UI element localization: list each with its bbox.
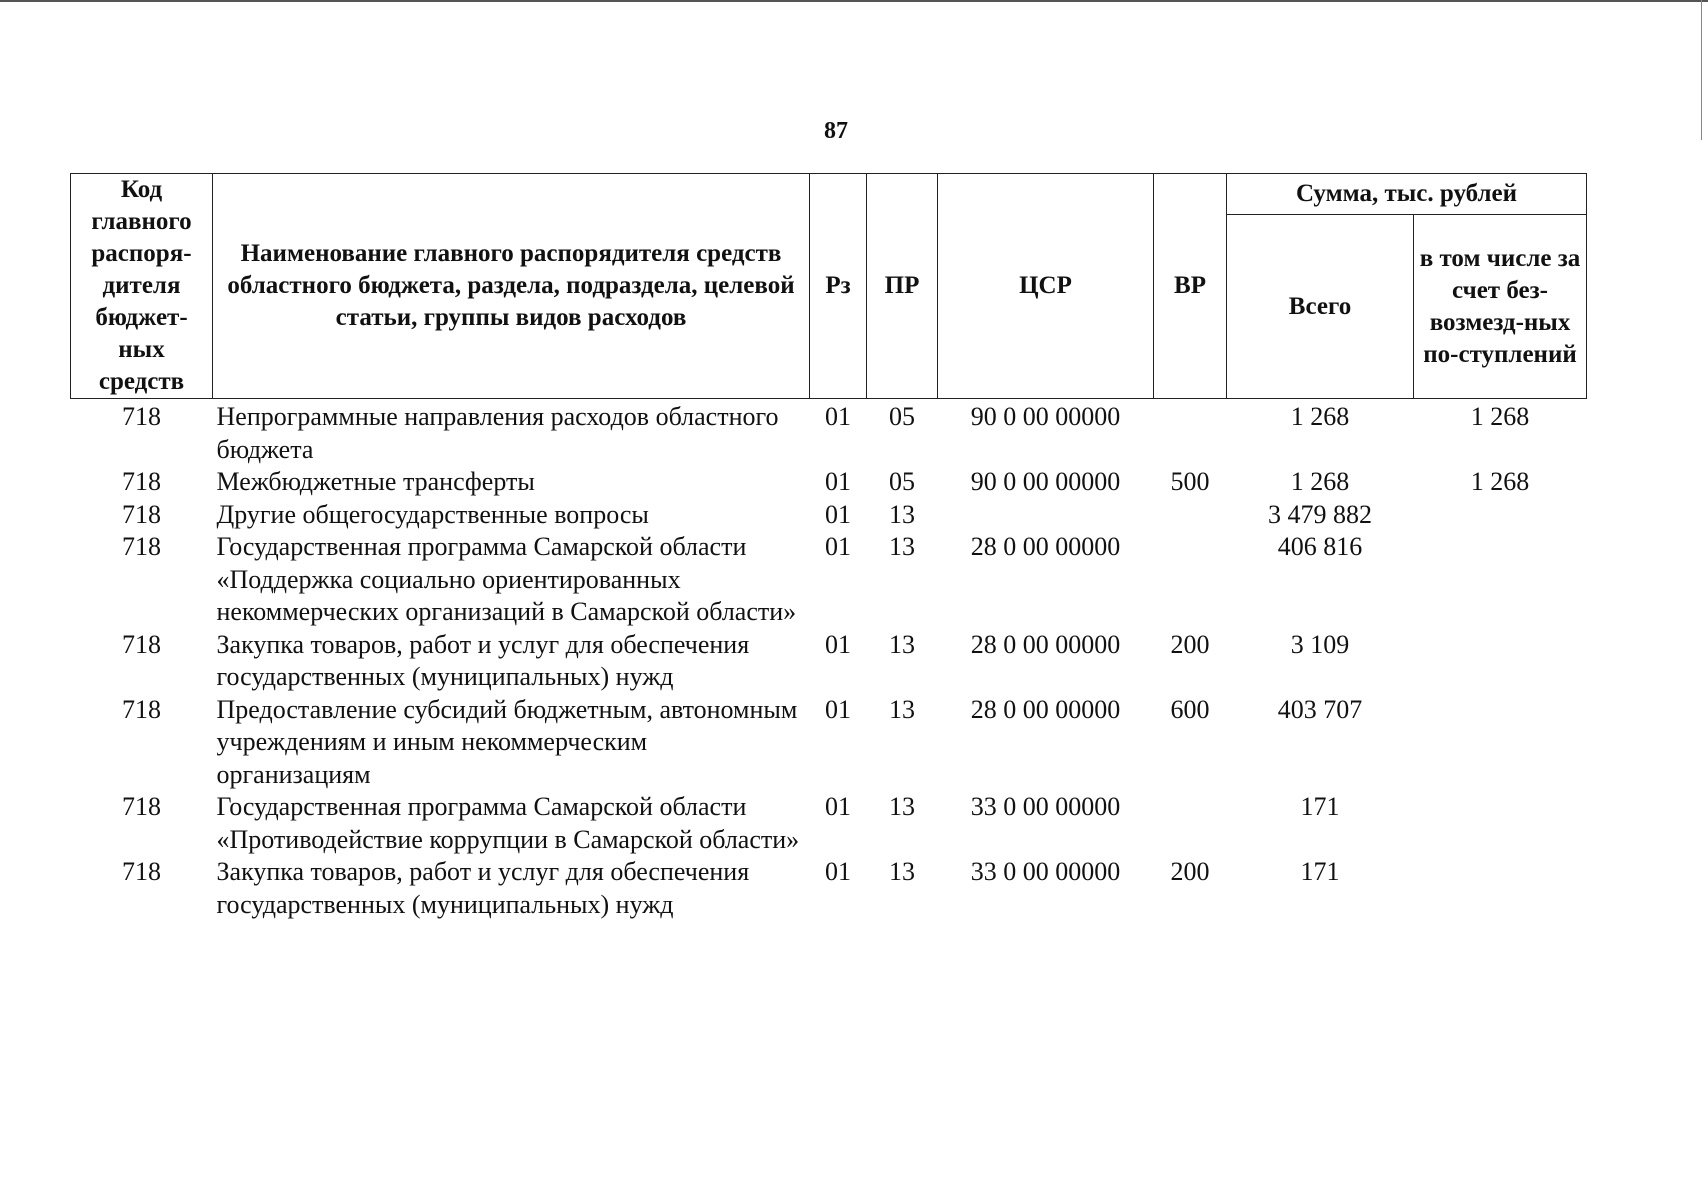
row-vr <box>1154 399 1227 467</box>
row-incl: 1 268 <box>1470 467 1530 496</box>
row-rz: 01 <box>825 402 851 431</box>
table-row <box>71 499 1587 532</box>
row-incl <box>1414 531 1587 629</box>
row-pr: 13 <box>889 532 915 561</box>
row-vr: 200 <box>1170 629 1210 659</box>
row-vsego: 1 268 <box>1290 402 1350 431</box>
scan-edge-top <box>0 0 1708 2</box>
row-name: Предоставление субсидий бюджетным, автономным учреждениям и иным некоммерческим организациям <box>216 694 798 789</box>
header-vr: ВР <box>1154 174 1227 399</box>
row-kod: 718 <box>122 857 161 886</box>
row-csr: 90 0 00 00000 <box>970 402 1121 431</box>
row-vsego: 403 707 <box>1277 694 1363 724</box>
row-vr <box>1154 499 1227 532</box>
table-body <box>71 399 1587 922</box>
row-vr <box>1154 531 1227 629</box>
table-row <box>71 791 1587 856</box>
row-kod: 718 <box>122 402 161 431</box>
row-rz: 01 <box>825 694 851 724</box>
row-csr: 28 0 00 00000 <box>970 694 1121 724</box>
row-name: Государственная программа Самарской области «Противодействие коррупции в Самарской области» <box>216 792 800 854</box>
table-row <box>71 694 1587 792</box>
row-vsego: 3 479 882 <box>1268 499 1372 529</box>
row-kod: 718 <box>122 629 161 659</box>
header-vsego: Всего <box>1227 215 1414 399</box>
table-row <box>71 399 1587 467</box>
row-vsego: 406 816 <box>1277 532 1363 561</box>
row-rz: 01 <box>825 857 851 886</box>
row-vsego: 171 <box>1300 857 1340 886</box>
header-csr: ЦСР <box>938 174 1154 399</box>
row-name: Непрограммные направления расходов областного бюджета <box>216 402 779 464</box>
row-incl <box>1414 856 1587 921</box>
row-kod: 718 <box>122 792 161 821</box>
row-rz: 01 <box>825 629 851 659</box>
header-pr: ПР <box>867 174 938 399</box>
row-incl <box>1414 629 1587 694</box>
row-kod: 718 <box>122 532 161 561</box>
row-name: Закупка товаров, работ и услуг для обеспечения государственных (муниципальных) нужд <box>216 857 750 919</box>
row-incl <box>1414 791 1587 856</box>
table-row <box>71 466 1587 499</box>
row-pr: 13 <box>889 629 915 659</box>
row-rz: 01 <box>825 532 851 561</box>
row-pr: 13 <box>889 792 915 821</box>
row-kod: 718 <box>122 694 161 724</box>
table-row <box>71 629 1587 694</box>
row-vr: 500 <box>1170 467 1210 496</box>
row-csr <box>938 499 1154 532</box>
header-summa: Сумма, тыс. рублей <box>1227 174 1587 215</box>
header-kod: Код главного распоря-дителя бюджет-ных средств <box>71 174 213 399</box>
row-pr: 13 <box>889 694 915 724</box>
budget-table <box>70 173 1587 921</box>
table-header <box>71 174 1587 399</box>
row-rz: 01 <box>825 467 851 496</box>
row-name: Закупка товаров, работ и услуг для обеспечения государственных (муниципальных) нужд <box>216 629 750 691</box>
row-kod: 718 <box>122 499 161 529</box>
row-incl: 1 268 <box>1470 402 1530 431</box>
header-name: Наименование главного распорядителя средств областного бюджета, раздела, подраздела, целевой статьи, группы видов расходов <box>213 174 810 399</box>
row-vsego: 1 268 <box>1290 467 1350 496</box>
row-csr: 33 0 00 00000 <box>970 857 1121 886</box>
header-rz: Рз <box>810 174 867 399</box>
header-incl: в том числе за счет без-возмезд-ных по-ступлений <box>1414 215 1587 399</box>
row-csr: 33 0 00 00000 <box>970 792 1121 821</box>
table-row <box>71 531 1587 629</box>
row-vr: 200 <box>1170 857 1210 886</box>
scan-edge-right <box>1701 0 1702 140</box>
row-csr: 90 0 00 00000 <box>970 467 1121 496</box>
row-vsego: 3 109 <box>1290 629 1350 659</box>
row-pr: 13 <box>889 857 915 886</box>
row-csr: 28 0 00 00000 <box>970 532 1121 561</box>
row-vr <box>1154 791 1227 856</box>
row-rz: 01 <box>825 792 851 821</box>
row-incl <box>1414 694 1587 792</box>
row-vr: 600 <box>1170 694 1210 724</box>
row-pr: 13 <box>889 499 915 529</box>
row-kod: 718 <box>122 467 161 496</box>
row-incl <box>1414 499 1587 532</box>
row-csr: 28 0 00 00000 <box>970 629 1121 659</box>
row-name: Государственная программа Самарской области «Поддержка социально ориентированных некоммерческих организаций в Самарской области» <box>216 532 797 626</box>
row-name: Другие общегосударственные вопросы <box>216 499 649 529</box>
row-vsego: 171 <box>1300 792 1340 821</box>
row-pr: 05 <box>889 467 915 496</box>
row-pr: 05 <box>889 402 915 431</box>
page-number: 87 <box>824 118 848 144</box>
row-rz: 01 <box>825 499 851 529</box>
row-name: Межбюджетные трансферты <box>216 467 535 496</box>
table-row <box>71 856 1587 921</box>
